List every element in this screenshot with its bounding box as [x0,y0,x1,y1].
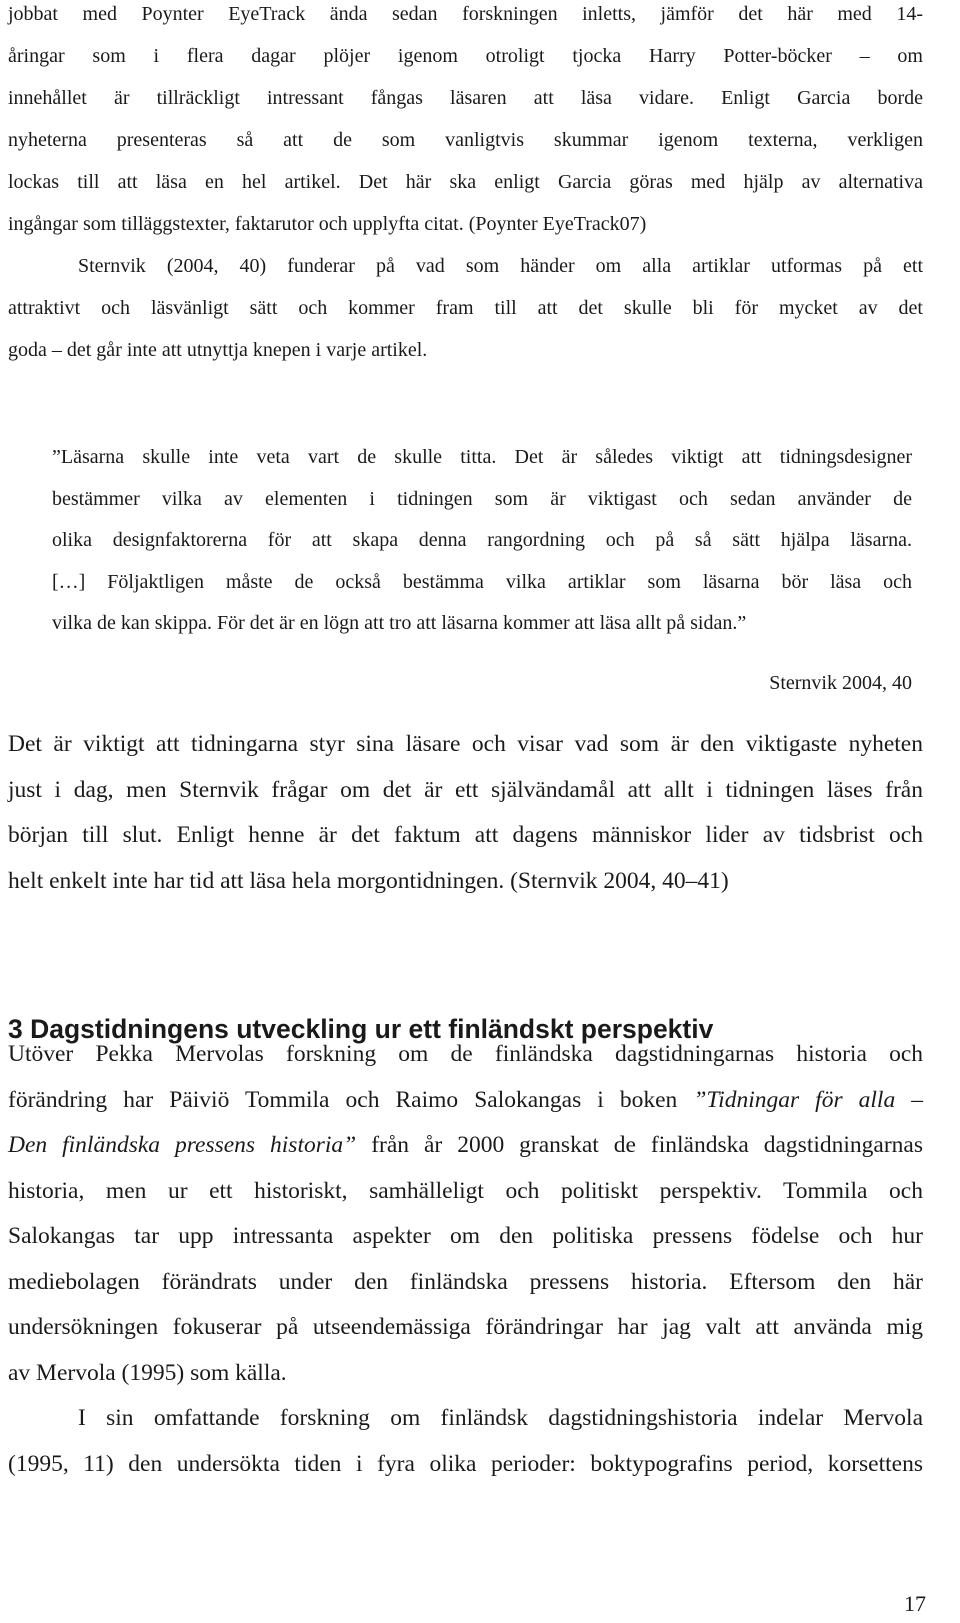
text-line: undersökningen fokuserar på utseendemässiga förändringar har jag valt att använda mig [8,1314,923,1340]
text-segment: från år 2000 granskat de finländska dagstidningarnas [356,1132,923,1158]
text-line: åringar som i flera dagar plöjer igenom otroligt tjocka Harry Potter-böcker – om [8,45,923,67]
text-line: goda – det går inte att utnyttja knepen i varje artikel. [8,339,428,361]
text-line [8,1078,923,1124]
text-line: av Mervola (1995) som källa. [8,1359,287,1386]
text-line: jobbat med Poynter EyeTrack ända sedan forskningen inletts, jämför det här med 14- [8,3,923,25]
paragraph-sternvik [8,722,923,904]
paragraph-garcia [8,0,923,371]
book-title-part2: Den finländska pressens historia” [8,1132,357,1158]
quote-source: Sternvik 2004, 40 [769,672,912,694]
text-line: innehållet är tillräckligt intressant fångas läsaren att läsa vidare. Enligt Garcia borde [8,87,923,109]
quote-line: olika designfaktorerna för att skapa denna rangordning och på så sätt hjälpa läsarna. [52,529,912,551]
page-number: 17 [904,1591,926,1616]
quote-line: ”Läsarna skulle inte veta vart de skulle titta. Det är således viktigt att tidningsdesigner [52,446,912,468]
text-line: just i dag, men Sternvik frågar om det är ett självändamål att allt i tidningen läses från [8,776,923,803]
section-heading: 3 Dagstidningens utveckling ur ett finländskt perspektiv [8,1014,714,1044]
quote-line: vilka de kan skippa. För det är en lögn att tro att läsarna kommer att läsa allt på sidan.” [52,612,747,634]
text-line: nyheterna presenteras så att de som vanligtvis skummar igenom texterna, verkligen [8,129,923,151]
text-segment: förändring har Päiviö Tommila och Raimo Salokangas i boken [8,1086,694,1113]
block-quote [52,437,912,645]
text-line: Salokangas tar upp intressanta aspekter om den politiska pressens födelse och hur [8,1223,923,1249]
text-line: I sin omfattande forskning om finländsk dagstidningshistoria indelar Mervola [78,1405,923,1431]
text-line: (1995, 11) den undersökta tiden i fyra olika perioder: boktypografins period, korsettens [8,1450,923,1477]
text-line: mediebolagen förändrats under den finländska pressens historia. Eftersom den här [8,1268,923,1295]
text-line: början till slut. Enligt henne är det faktum att dagens människor lider av tidsbrist och [8,822,923,848]
book-title-part1: ”Tidningar för alla – [693,1086,923,1113]
text-line: Sternvik (2004, 40) funderar på vad som händer om alla artiklar utformas på ett [78,255,923,277]
paragraph-mervola [8,1032,923,1487]
text-line: lockas till att läsa en hel artikel. Det här ska enligt Garcia göras med hjälp av alternativa [8,171,923,193]
text-line: helt enkelt inte har tid att läsa hela morgontidningen. (Sternvik 2004, 40–41) [8,867,729,894]
quote-line: […] Följaktligen måste de också bestämma vilka artiklar som läsarna bör läsa och [52,570,912,593]
text-line: Utöver Pekka Mervolas forskning om de finländska dagstidningarnas historia och [8,1041,923,1067]
text-line: Det är viktigt att tidningarna styr sina läsare och visar vad som är den viktigaste nyheten [8,731,923,757]
text-line: historia, men ur ett historiskt, samhälleligt och politiskt perspektiv. Tommila och [8,1177,923,1204]
text-line: attraktivt och läsvänligt sätt och kommer fram till att det skulle bli för mycket av det [8,297,923,319]
text-line [8,1123,923,1169]
quote-line: bestämmer vilka av elementen i tidningen som är viktigast och sedan använder de [52,487,912,510]
text-line: ingångar som tilläggstexter, faktarutor och upplyfta citat. (Poynter EyeTrack07) [8,213,647,235]
